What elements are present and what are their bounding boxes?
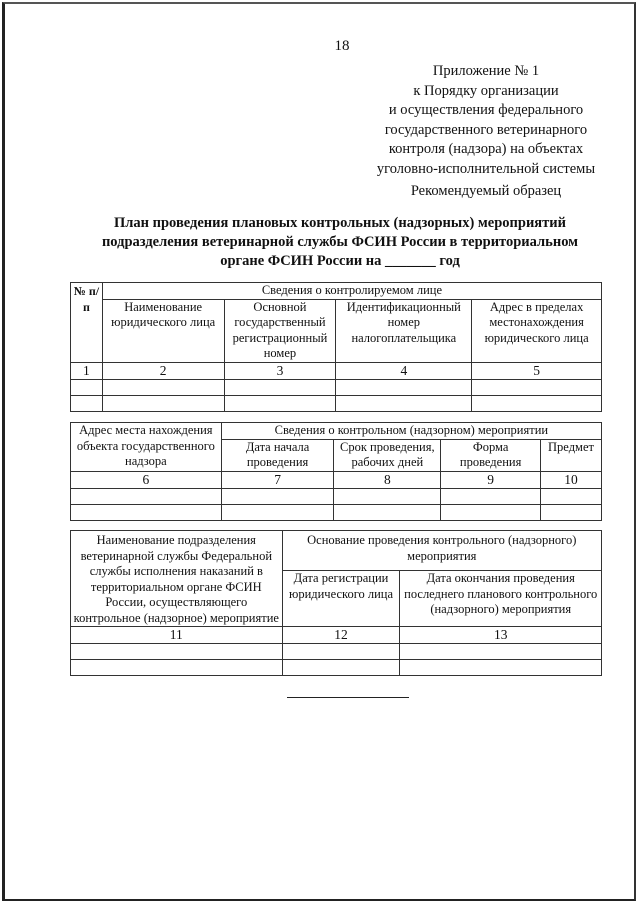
col-number: 2 — [102, 362, 224, 379]
empty-cell[interactable] — [334, 488, 441, 504]
col-header: Срок проведения, рабочих дней — [334, 439, 441, 471]
inspection-basis-table — [70, 530, 602, 676]
col-number-header: № п/п — [71, 283, 103, 363]
inspection-details-table — [70, 422, 602, 521]
col-header: Наименование юридического лица — [102, 299, 224, 362]
empty-cell[interactable] — [336, 395, 472, 411]
col-number: 7 — [221, 471, 334, 488]
page-number: 18 — [334, 38, 350, 54]
empty-cell[interactable] — [221, 488, 334, 504]
empty-cell[interactable] — [282, 644, 400, 660]
col-number: 4 — [336, 362, 472, 379]
col-number: 9 — [441, 471, 541, 488]
empty-cell[interactable] — [71, 504, 222, 520]
appendix-line: Приложение № 1 — [432, 63, 540, 79]
empty-cell[interactable] — [400, 644, 602, 660]
col-number: 3 — [224, 362, 336, 379]
col-number: 10 — [541, 471, 602, 488]
empty-cell[interactable] — [336, 379, 472, 395]
empty-cell[interactable] — [71, 488, 222, 504]
col-header: Дата окончания проведения последнего планового контрольного (надзорного) мероприятия — [400, 571, 602, 627]
empty-cell[interactable] — [102, 379, 224, 395]
empty-cell[interactable] — [224, 379, 336, 395]
col-header: Адрес в пределах местонахождения юридического лица — [472, 299, 602, 362]
col-header: Дата начала проведения — [221, 439, 334, 471]
empty-cell[interactable] — [472, 395, 602, 411]
col-number: 12 — [282, 627, 400, 644]
col-number: 8 — [334, 471, 441, 488]
table-row — [71, 395, 602, 411]
appendix-line: к Порядку организации — [413, 82, 559, 99]
empty-cell[interactable] — [472, 379, 602, 395]
empty-cell[interactable] — [334, 504, 441, 520]
col-header: Основной государственный регистрационный номер — [224, 299, 336, 362]
col-header: Дата регистрации юридического лица — [282, 571, 400, 627]
table-row — [71, 644, 602, 660]
appendix-line: контроля (надзора) на объектах — [388, 141, 584, 157]
col-header: Предмет — [541, 439, 602, 471]
appendix-line: уголовно-исполнительной системы — [376, 160, 596, 177]
empty-cell[interactable] — [282, 660, 400, 676]
col-header: Адрес места нахождения объекта государственного надзора — [71, 423, 222, 472]
sample-label: Рекомендуемый образец — [410, 183, 562, 199]
table-row — [71, 660, 602, 676]
controlled-entity-table — [70, 282, 602, 412]
empty-cell[interactable] — [221, 504, 334, 520]
appendix-line: государственного ветеринарного — [384, 121, 588, 138]
appendix-header — [350, 62, 622, 179]
empty-cell[interactable] — [541, 488, 602, 504]
group-header: Сведения о контрольном (надзорном) мероприятии — [221, 423, 601, 440]
col-number: 13 — [400, 627, 602, 644]
empty-cell[interactable] — [71, 660, 283, 676]
col-header: Идентификационный номер налогоплательщика — [336, 299, 472, 362]
col-number: 6 — [71, 471, 222, 488]
document-title — [70, 214, 610, 271]
col-header: Форма проведения — [441, 439, 541, 471]
table-row — [71, 379, 602, 395]
empty-cell[interactable] — [71, 395, 103, 411]
col-header: Наименование подразделения ветеринарной службы Федеральной службы исполнения наказаний в территориальном органе ФСИН России, осуществляющего контрольное (надзорное) мероприятие — [71, 531, 283, 627]
table-row — [71, 488, 602, 504]
empty-cell[interactable] — [441, 488, 541, 504]
empty-cell[interactable] — [71, 379, 103, 395]
title-line: подразделения ветеринарной службы ФСИН России в территориальном — [101, 234, 579, 250]
empty-cell[interactable] — [400, 660, 602, 676]
col-number: 5 — [472, 362, 602, 379]
empty-cell[interactable] — [71, 644, 283, 660]
group-header: Сведения о контролируемом лице — [102, 283, 601, 300]
title-line: План проведения плановых контрольных (надзорных) мероприятий — [114, 215, 566, 231]
signature-line — [287, 697, 409, 698]
title-line: органе ФСИН России на _______ год — [220, 253, 460, 269]
col-number: 11 — [71, 627, 283, 644]
empty-cell[interactable] — [441, 504, 541, 520]
col-number: 1 — [71, 362, 103, 379]
appendix-line: и осуществления федерального — [388, 102, 584, 118]
empty-cell[interactable] — [541, 504, 602, 520]
table-row — [71, 504, 602, 520]
empty-cell[interactable] — [224, 395, 336, 411]
empty-cell[interactable] — [102, 395, 224, 411]
group-header: Основание проведения контрольного (надзорного) мероприятия — [282, 531, 601, 571]
